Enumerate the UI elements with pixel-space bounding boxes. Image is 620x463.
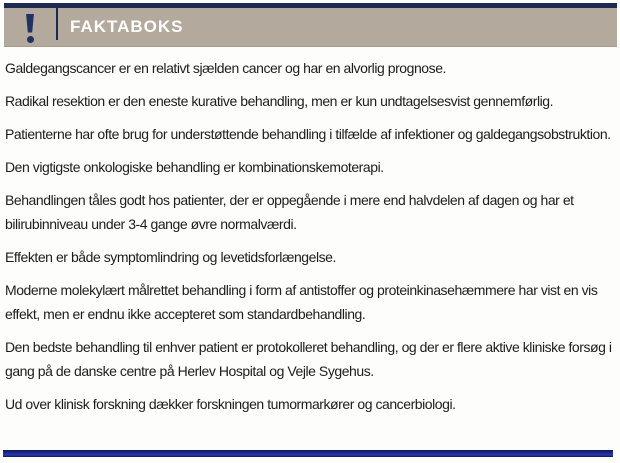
bottom-rule — [3, 450, 613, 457]
paragraph: Galdegangscancer er en relativt sjælden cancer og har en alvorlig prognose. — [5, 60, 446, 76]
header-divider — [56, 8, 58, 40]
paragraph: Radikal resektion er den eneste kurative behandling, men er kun undtagelsesvist gennemførlig. — [5, 93, 554, 109]
header-title: FAKTABOKS — [70, 17, 184, 36]
faktaboks-header — [4, 8, 617, 47]
paragraph: Ud over klinisk forskning dækker forskningen tumormarkører og cancerbiologi. — [5, 396, 456, 412]
icon-cell — [4, 8, 56, 46]
exclamation-bar — [26, 14, 35, 33]
paragraph: Moderne molekylært målrettet behandling i form af antistoffer og proteinkinasehæmmere har vist en vis effekt, men er endnu ikke accepteret som standardbehandling. — [5, 282, 598, 322]
paragraph: Patienterne har ofte brug for understøttende behandling i tilfælde af infektioner og galdegangsobstruktion. — [5, 126, 611, 142]
exclamation-dot — [27, 36, 34, 43]
faktaboks-body — [5, 46, 615, 425]
paragraph: Den bedste behandling til enhver patient er protokolleret behandling, og der er flere aktive kliniske forsøg i gang på de danske centre på Herlev Hospital og Vejle Sygehus. — [5, 339, 612, 379]
paragraph: Behandlingen tåles godt hos patienter, der er oppegående i mere end halvdelen af dagen og har et bilirubinniveau under 3-4 gange øvre normalværdi. — [5, 192, 574, 232]
paragraph: Effekten er både symptomlindring og levetidsforlængelse. — [5, 249, 336, 265]
exclamation-icon — [26, 14, 35, 43]
paragraph: Den vigtigste onkologiske behandling er kombinationskemoterapi. — [5, 159, 384, 175]
